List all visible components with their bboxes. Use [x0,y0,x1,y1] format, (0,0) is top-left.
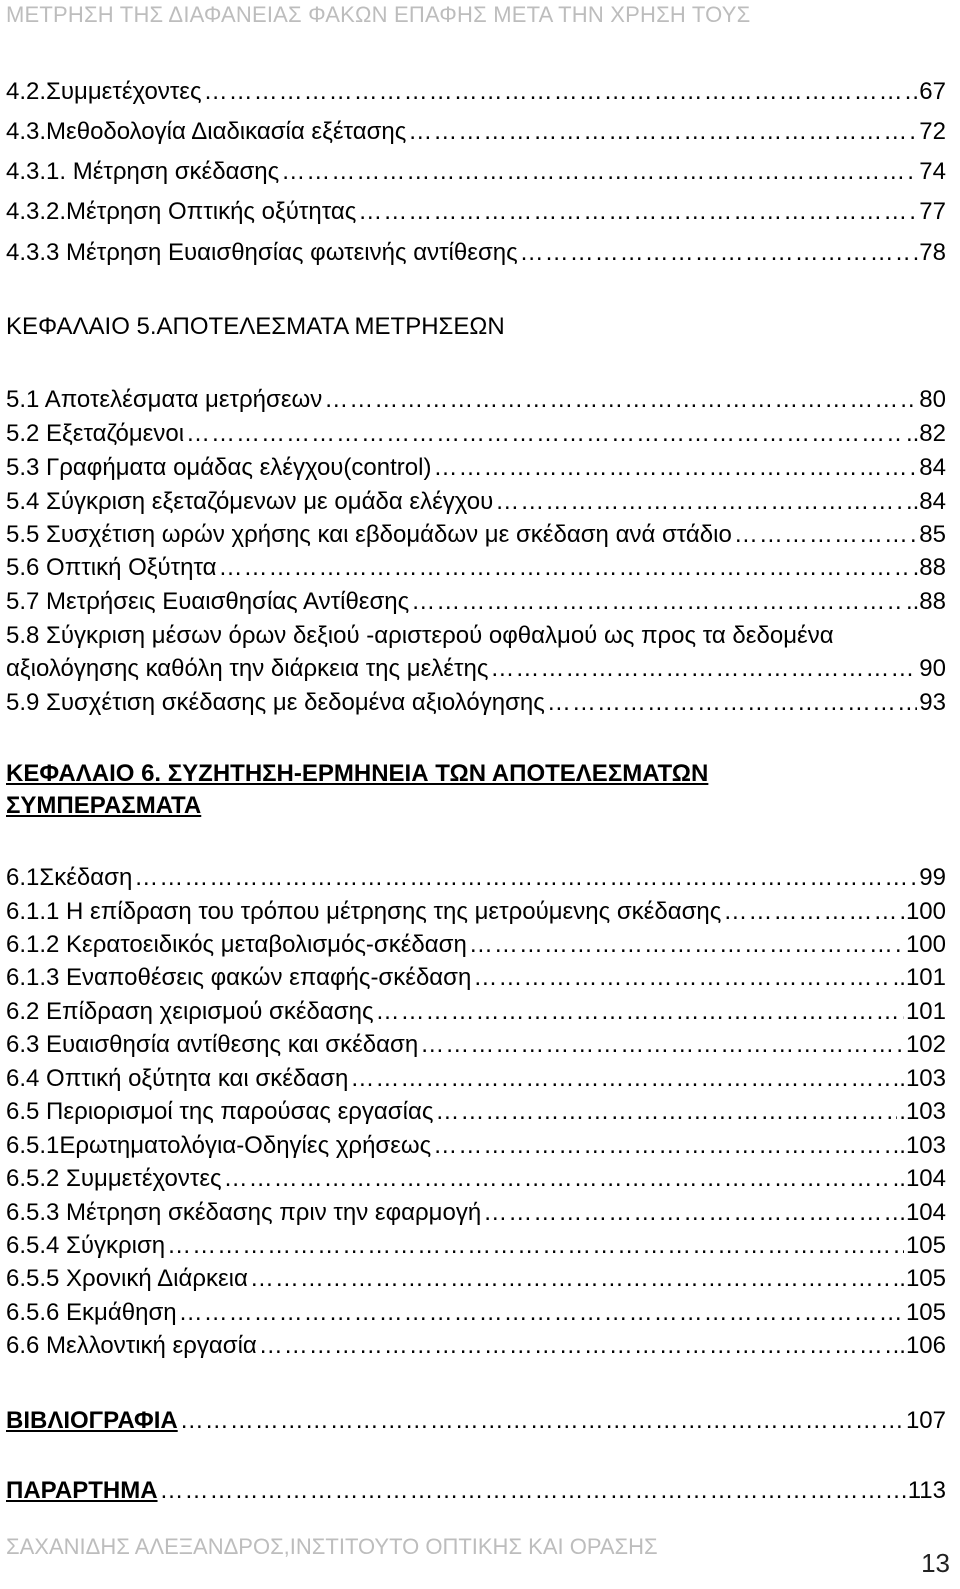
toc-leader-dots [224,1163,891,1195]
toc-entry-4-3[interactable] [6,116,946,148]
toc-entry-6-5-3[interactable] [6,1197,946,1229]
toc-entry-6-5-5[interactable] [6,1263,946,1295]
toc-entry-page: 107 [905,1407,946,1434]
toc-entry-label: 5.2 Εξεταζόμενοι [6,420,185,447]
toc-entry-page: 90 [919,655,946,682]
toc-entry-page: ..105 [892,1265,946,1292]
toc-entry-page: ..101 [892,964,946,991]
toc-entry-page: 105 [905,1299,946,1326]
running-header: ΜΕΤΡΗΣΗ ΤΗΣ ΔΙΑΦΑΝΕΙΑΣ ΦΑΚΩΝ ΕΠΑΦΗΣ ΜΕΤΑ ΤΗΝ ΧΡΗΣΗ ΤΟΥΣ [6,2,751,27]
toc-entry-5-6[interactable] [6,552,946,584]
toc-entry-page: ..104 [892,1165,946,1192]
toc-entry-page: .78 [912,239,946,266]
toc-entry-label: 6.5 Περιορισμοί της παρούσας εργασίας [6,1098,434,1125]
toc-entry-appendix[interactable] [6,1475,946,1507]
toc-leader-dots [160,1475,906,1507]
toc-entry-6-1-2[interactable] [6,929,946,961]
toc-entry-6-5[interactable] [6,1096,946,1128]
toc-entry-page: ..103 [892,1132,946,1159]
toc-entry-label: 6.1.3 Εναποθέσεις φακών επαφής-σκέδαση [6,964,472,991]
toc-leader-dots [520,237,911,269]
toc-entry-4-3-1[interactable] [6,156,946,188]
running-footer: ΣΑΧΑΝΙΔΗΣ ΑΛΕΞΑΝΔΡΟΣ,ΙΝΣΤΙΤΟΥΤΟ ΟΠΤΙΚΗΣ ΚΑΙ ΟΡΑΣΗΣ [6,1534,658,1559]
toc-entry-label: 6.3 Ευαισθησία αντίθεσης και σκέδαση [6,1031,419,1058]
toc-entry-label: 6.5.2 Συμμετέχοντες [6,1165,222,1192]
toc-entry-label: 4.3.3 Μέτρηση Ευαισθησίας φωτεινής αντίθεσης [6,239,518,266]
toc-entry-page: ..88 [905,588,946,615]
toc-entry-label: 4.3.1. Μέτρηση σκέδασης [6,158,280,185]
chapter-6-title-cont[interactable]: ΣΥΜΠΕΡΑΣΜΑΤΑ [6,792,202,819]
toc-entry-page: 77 [919,198,946,225]
toc-leader-dots [495,486,904,518]
toc-leader-dots [547,687,917,719]
toc-entry-page: 100 [905,931,946,958]
toc-entry-label: ΒΙΒΛΙΟΓΡΑΦΙΑ [6,1407,178,1434]
toc-entry-page: 105 [905,1232,946,1259]
toc-entry-6-1[interactable] [6,862,946,894]
toc-leader-dots [281,156,917,188]
toc-leader-dots [433,452,917,484]
toc-entry-page: 74 [919,158,946,185]
toc-leader-dots [250,1263,891,1295]
toc-leader-dots [473,962,890,994]
toc-entry-page: .88 [912,554,946,581]
toc-entry-label: αξιολόγησης καθόλη την διάρκεια της μελέτης [6,655,489,682]
toc-entry-page: 113 [907,1477,946,1504]
toc-entry-label: 6.5.4 Σύγκριση [6,1232,166,1259]
toc-entry-page: 100 [905,898,946,925]
toc-entry-page: 99 [919,864,946,891]
toc-entry-label: 5.6 Οπτική Οξύτητα [6,554,217,581]
toc-leader-dots [420,1029,904,1061]
toc-entry-6-5-2[interactable] [6,1163,946,1195]
toc-entry-page: ..106 [892,1332,946,1359]
toc-entry-label: 6.6 Μελλοντική εργασία [6,1332,257,1359]
toc-leader-dots [469,929,904,961]
toc-leader-dots [180,1405,904,1437]
toc-leader-dots [734,519,917,551]
toc-entry-6-5-1[interactable] [6,1130,946,1162]
toc-entry-page: 85 [919,521,946,548]
toc-leader-dots [483,1197,897,1229]
toc-entry-page: 84 [919,454,946,481]
toc-leader-dots [376,996,904,1028]
toc-entry-label: 5.1 Αποτελέσματα μετρήσεων [6,386,323,413]
toc-leader-dots [259,1330,891,1362]
page-number: 13 [921,1548,950,1578]
toc-entry-5-9[interactable] [6,687,946,719]
toc-entry-5-3[interactable] [6,452,946,484]
toc-entry-label: 6.1Σκέδαση [6,864,133,891]
toc-leader-dots [204,76,918,108]
toc-entry-5-5[interactable] [6,519,946,551]
toc-entry-page: 67 [919,78,946,105]
toc-entry-label: 6.2 Επίδραση χειρισμού σκέδασης [6,998,374,1025]
toc-entry-page: 102 [905,1031,946,1058]
toc-entry-label: 6.5.6 Εκμάθηση [6,1299,177,1326]
toc-entry-6-6[interactable] [6,1330,946,1362]
chapter-5-title[interactable]: ΚΕΦΑΛΑΙΟ 5.ΑΠΟΤΕΛΕΣΜΑΤΑ ΜΕΤΡΗΣΕΩΝ [6,313,505,340]
toc-leader-dots [350,1063,890,1095]
toc-entry-6-5-6[interactable] [6,1297,946,1329]
toc-entry-6-1-3[interactable] [6,962,946,994]
toc-entry-bibliography[interactable] [6,1405,946,1437]
toc-entry-label: 4.3.2.Μέτρηση Οπτικής οξύτητας [6,198,357,225]
toc-entry-label: 4.2.Συμμετέχοντες [6,78,202,105]
toc-entry-label: 6.5.1Ερωτηματολόγια-Οδηγίες χρήσεως [6,1132,432,1159]
toc-entry-label: 6.5.3 Μέτρηση σκέδασης πριν την εφαρμογή [6,1199,482,1226]
toc-entry-label: 6.1.1 Η επίδραση του τρόπου μέτρησης της μετρούμενης σκέδασης [6,898,722,925]
toc-entry-4-3-2[interactable] [6,196,946,228]
toc-entry-5-4[interactable] [6,486,946,518]
toc-entry-page: 72 [919,118,946,145]
toc-entry-6-3[interactable] [6,1029,946,1061]
toc-entry-page: ..103 [892,1065,946,1092]
toc-leader-dots [411,586,904,618]
toc-entry-page: 80 [919,386,946,413]
toc-entry-page: 101 [905,998,946,1025]
toc-entry-label: 6.5.5 Χρονική Διάρκεια [6,1265,248,1292]
toc-entry-5-8-line2[interactable] [6,653,946,685]
toc-leader-dots [408,116,917,148]
toc-leader-dots [218,552,910,584]
toc-leader-dots [167,1230,904,1262]
toc-entry-6-4[interactable] [6,1063,946,1095]
toc-entry-label: 5.9 Συσχέτιση σκέδασης με δεδομένα αξιολόγησης [6,689,545,716]
toc-entry-4-2[interactable] [6,76,946,108]
toc-entry-6-2[interactable] [6,996,946,1028]
toc-leader-dots [324,384,917,416]
toc-leader-dots [723,896,904,928]
toc-entry-6-1-1[interactable] [6,896,946,928]
toc-entry-page: .103 [899,1098,946,1125]
toc-entry-label: 5.4 Σύγκριση εξεταζόμενων με ομάδα ελέγχου [6,488,494,515]
toc-entry-5-1[interactable] [6,384,946,416]
toc-entry-label: 5.3 Γραφήματα ομάδας ελέγχου(control) [6,454,432,481]
chapter-6-title[interactable]: ΚΕΦΑΛΑΙΟ 6. ΣΥΖΗΤΗΣΗ-ΕΡΜΗΝΕΙΑ ΤΩΝ ΑΠΟΤΕΛΕΣΜΑΤΩΝ [6,760,709,787]
toc-entry-label: 5.5 Συσχέτιση ωρών χρήσης και εβδομάδων με σκέδαση ανά στάδιο [6,521,732,548]
toc-entry-label: ΠΑΡΑΡΤΗΜΑ [6,1477,158,1504]
toc-entry-label: 6.1.2 Κερατοειδικός μεταβολισμός-σκέδαση [6,931,467,958]
toc-leader-dots [433,1130,890,1162]
toc-entry-6-5-4[interactable] [6,1230,946,1262]
toc-entry-page: ..82 [905,420,946,447]
toc-entry-4-3-3[interactable] [6,237,946,269]
toc-leader-dots [358,196,917,228]
toc-leader-dots [490,653,917,685]
toc-entry-5-8-line1[interactable]: 5.8 Σύγκριση μέσων όρων δεξιού -αριστερού οφθαλμού ως προς τα δεδομένα [6,622,834,649]
toc-leader-dots [186,418,904,450]
toc-leader-dots [179,1297,904,1329]
toc-leader-dots [435,1096,897,1128]
toc-entry-page: 93 [919,689,946,716]
toc-entry-label: 6.4 Οπτική οξύτητα και σκέδαση [6,1065,349,1092]
toc-entry-5-2[interactable] [6,418,946,450]
toc-entry-label: 5.7 Μετρήσεις Ευαισθησίας Αντίθεσης [6,588,410,615]
toc-entry-5-7[interactable] [6,586,946,618]
toc-entry-page: .104 [899,1199,946,1226]
toc-leader-dots [134,862,917,894]
toc-entry-label: 4.3.Μεθοδολογία Διαδικασία εξέτασης [6,118,407,145]
toc-entry-page: ..84 [905,488,946,515]
